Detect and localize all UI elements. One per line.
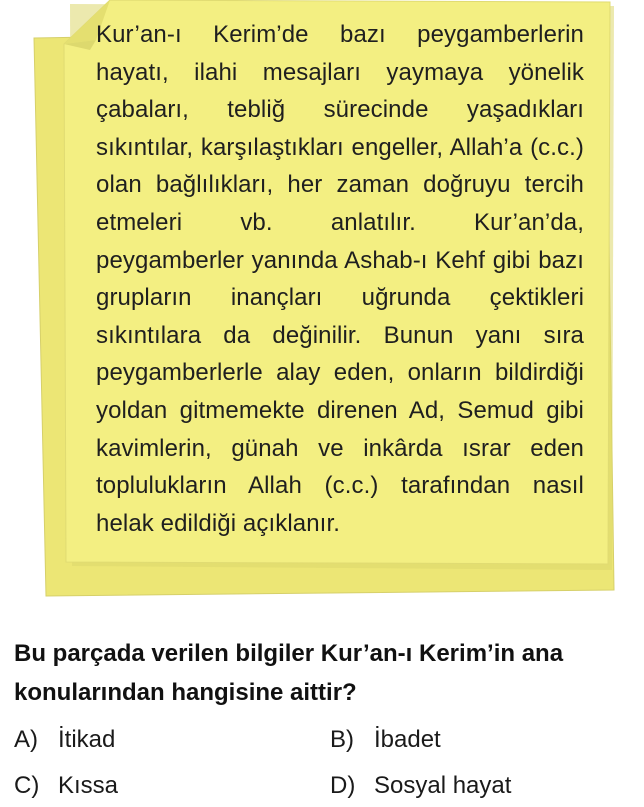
option-d[interactable] xyxy=(330,771,511,801)
option-d-letter: D) xyxy=(330,772,356,799)
option-a[interactable] xyxy=(14,725,115,755)
option-d-text: Sosyal hayat xyxy=(374,772,512,799)
option-a-text: İtikad xyxy=(58,726,116,753)
option-b[interactable] xyxy=(330,725,441,755)
option-b-letter: B) xyxy=(330,726,354,753)
option-c-letter: C) xyxy=(14,772,40,799)
option-c-text: Kıssa xyxy=(58,772,119,799)
question-text: Bu parçada verilen bilgiler Kur’an-ı Kerim’in ana konularından hangisine aittir? xyxy=(14,640,564,706)
option-c[interactable] xyxy=(14,771,118,801)
option-b-text: İbadet xyxy=(374,726,441,753)
option-a-letter: A) xyxy=(14,726,38,753)
passage-text: Kur’an-ı Kerim’de bazı peygamberlerin hayatı, ilahi mesajları yaymaya yönelik çabaları, tebliğ sürecinde yaşadıkları sıkıntılar, karşılaştıkları engeller, Allah’a (c.c.) olan bağlılıkları, her zaman doğruyu tercih etmeleri vb. anlatılır. Kur’an’da, peygamberler yanında Ashab-ı Kehf gibi bazı grupların inançları uğrunda çektikleri sıkıntılara da değinilir. Bunun yanı sıra peygamberlerle alay eden, onların bildirdiği yoldan gitmemekte direnen Ad, Semud gibi kavimlerin, günah ve inkârda ısrar eden toplulukların Allah (c.c.) tarafından nasıl helak edildiği açıklanır. xyxy=(96,21,584,537)
